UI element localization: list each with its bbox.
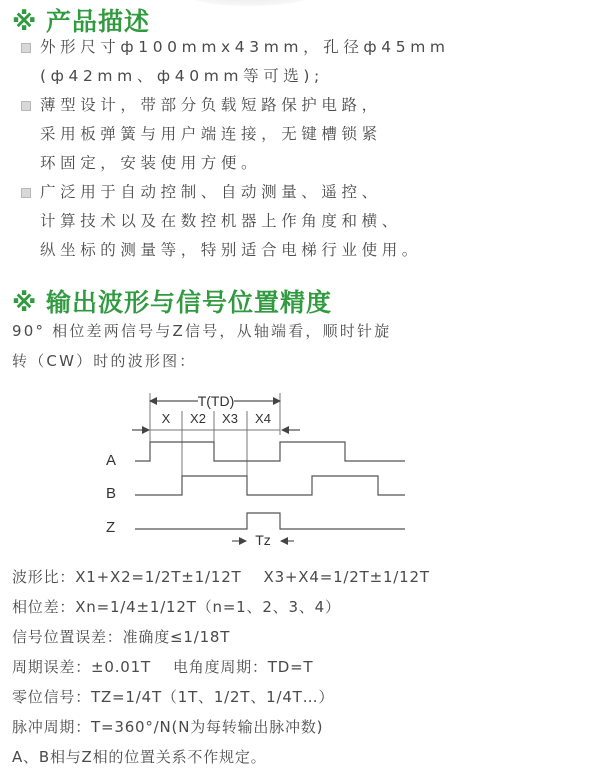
parameter-list	[12, 562, 600, 772]
channel-label-b: B	[106, 485, 117, 502]
bullet-item: 广泛用于自动控制、自动测量、遥控、 计算技术以及在数控机器上作角度和横、 纵坐标的测量等，特别适合电梯行业使用。	[18, 178, 598, 265]
bullet-item: 薄型设计，带部分负载短路保护电路， 采用板弹簧与用户端连接，无键槽锁紧 环固定，安装使用方便。	[18, 91, 598, 178]
section-title-output-waveform: ※ 输出波形与信号位置精度	[12, 288, 333, 317]
waveform-intro: 90° 相位差两信号与Z信号，从轴端看，顺时针旋 转（CW）时的波形图：	[12, 322, 392, 370]
bullet-list	[18, 33, 598, 265]
param-period-error: 周期误差：±0.01T 电角度周期：TD=T	[12, 658, 314, 676]
param-waveform-ratio: 波形比：X1+X2=1/2T±1/12T X3+X4=1/2T±1/12T	[12, 568, 430, 586]
section-title-product-description: ※ 产品描述	[12, 7, 151, 36]
param-phase-difference: 相位差：Xn=1/4±1/12T（n=1、2、3、4）	[12, 598, 341, 616]
square-bullet-icon	[21, 101, 31, 111]
square-bullet-icon	[21, 43, 31, 53]
period-label: T(TD)	[197, 393, 235, 409]
waveform-z	[135, 513, 405, 529]
waveform-b	[135, 476, 405, 495]
reference-mark-icon: ※	[12, 7, 38, 36]
waveform-diagram	[0, 375, 600, 560]
segment-label-x3: X3	[222, 411, 238, 426]
segment-label-x4: X4	[255, 411, 271, 426]
param-zero-signal: 零位信号：TZ=1/4T（1T、1/2T、1/4T…）	[12, 688, 335, 706]
square-bullet-icon	[21, 188, 31, 198]
segment-label-x2: X2	[190, 411, 206, 426]
channel-label-a: A	[106, 452, 117, 469]
top-decoration	[190, 0, 310, 6]
waveform-a	[135, 442, 405, 461]
param-ab-z-relation: A、B相与Z相的位置关系不作规定。	[12, 748, 267, 766]
param-pulse-period: 脉冲周期：T=360°/N(N为每转输出脉冲数)	[12, 718, 324, 736]
channel-label-z: Z	[106, 519, 116, 536]
reference-mark-icon: ※	[12, 288, 38, 317]
bullet-item: 外形尺寸ф100mmx43mm，孔径ф45mm (ф42mm、ф40mm等可选);	[18, 33, 598, 91]
segment-label-x1: X	[161, 411, 171, 426]
tz-label: Tz	[255, 532, 271, 548]
param-position-error: 信号位置误差：准确度≤1/18T	[12, 628, 231, 646]
